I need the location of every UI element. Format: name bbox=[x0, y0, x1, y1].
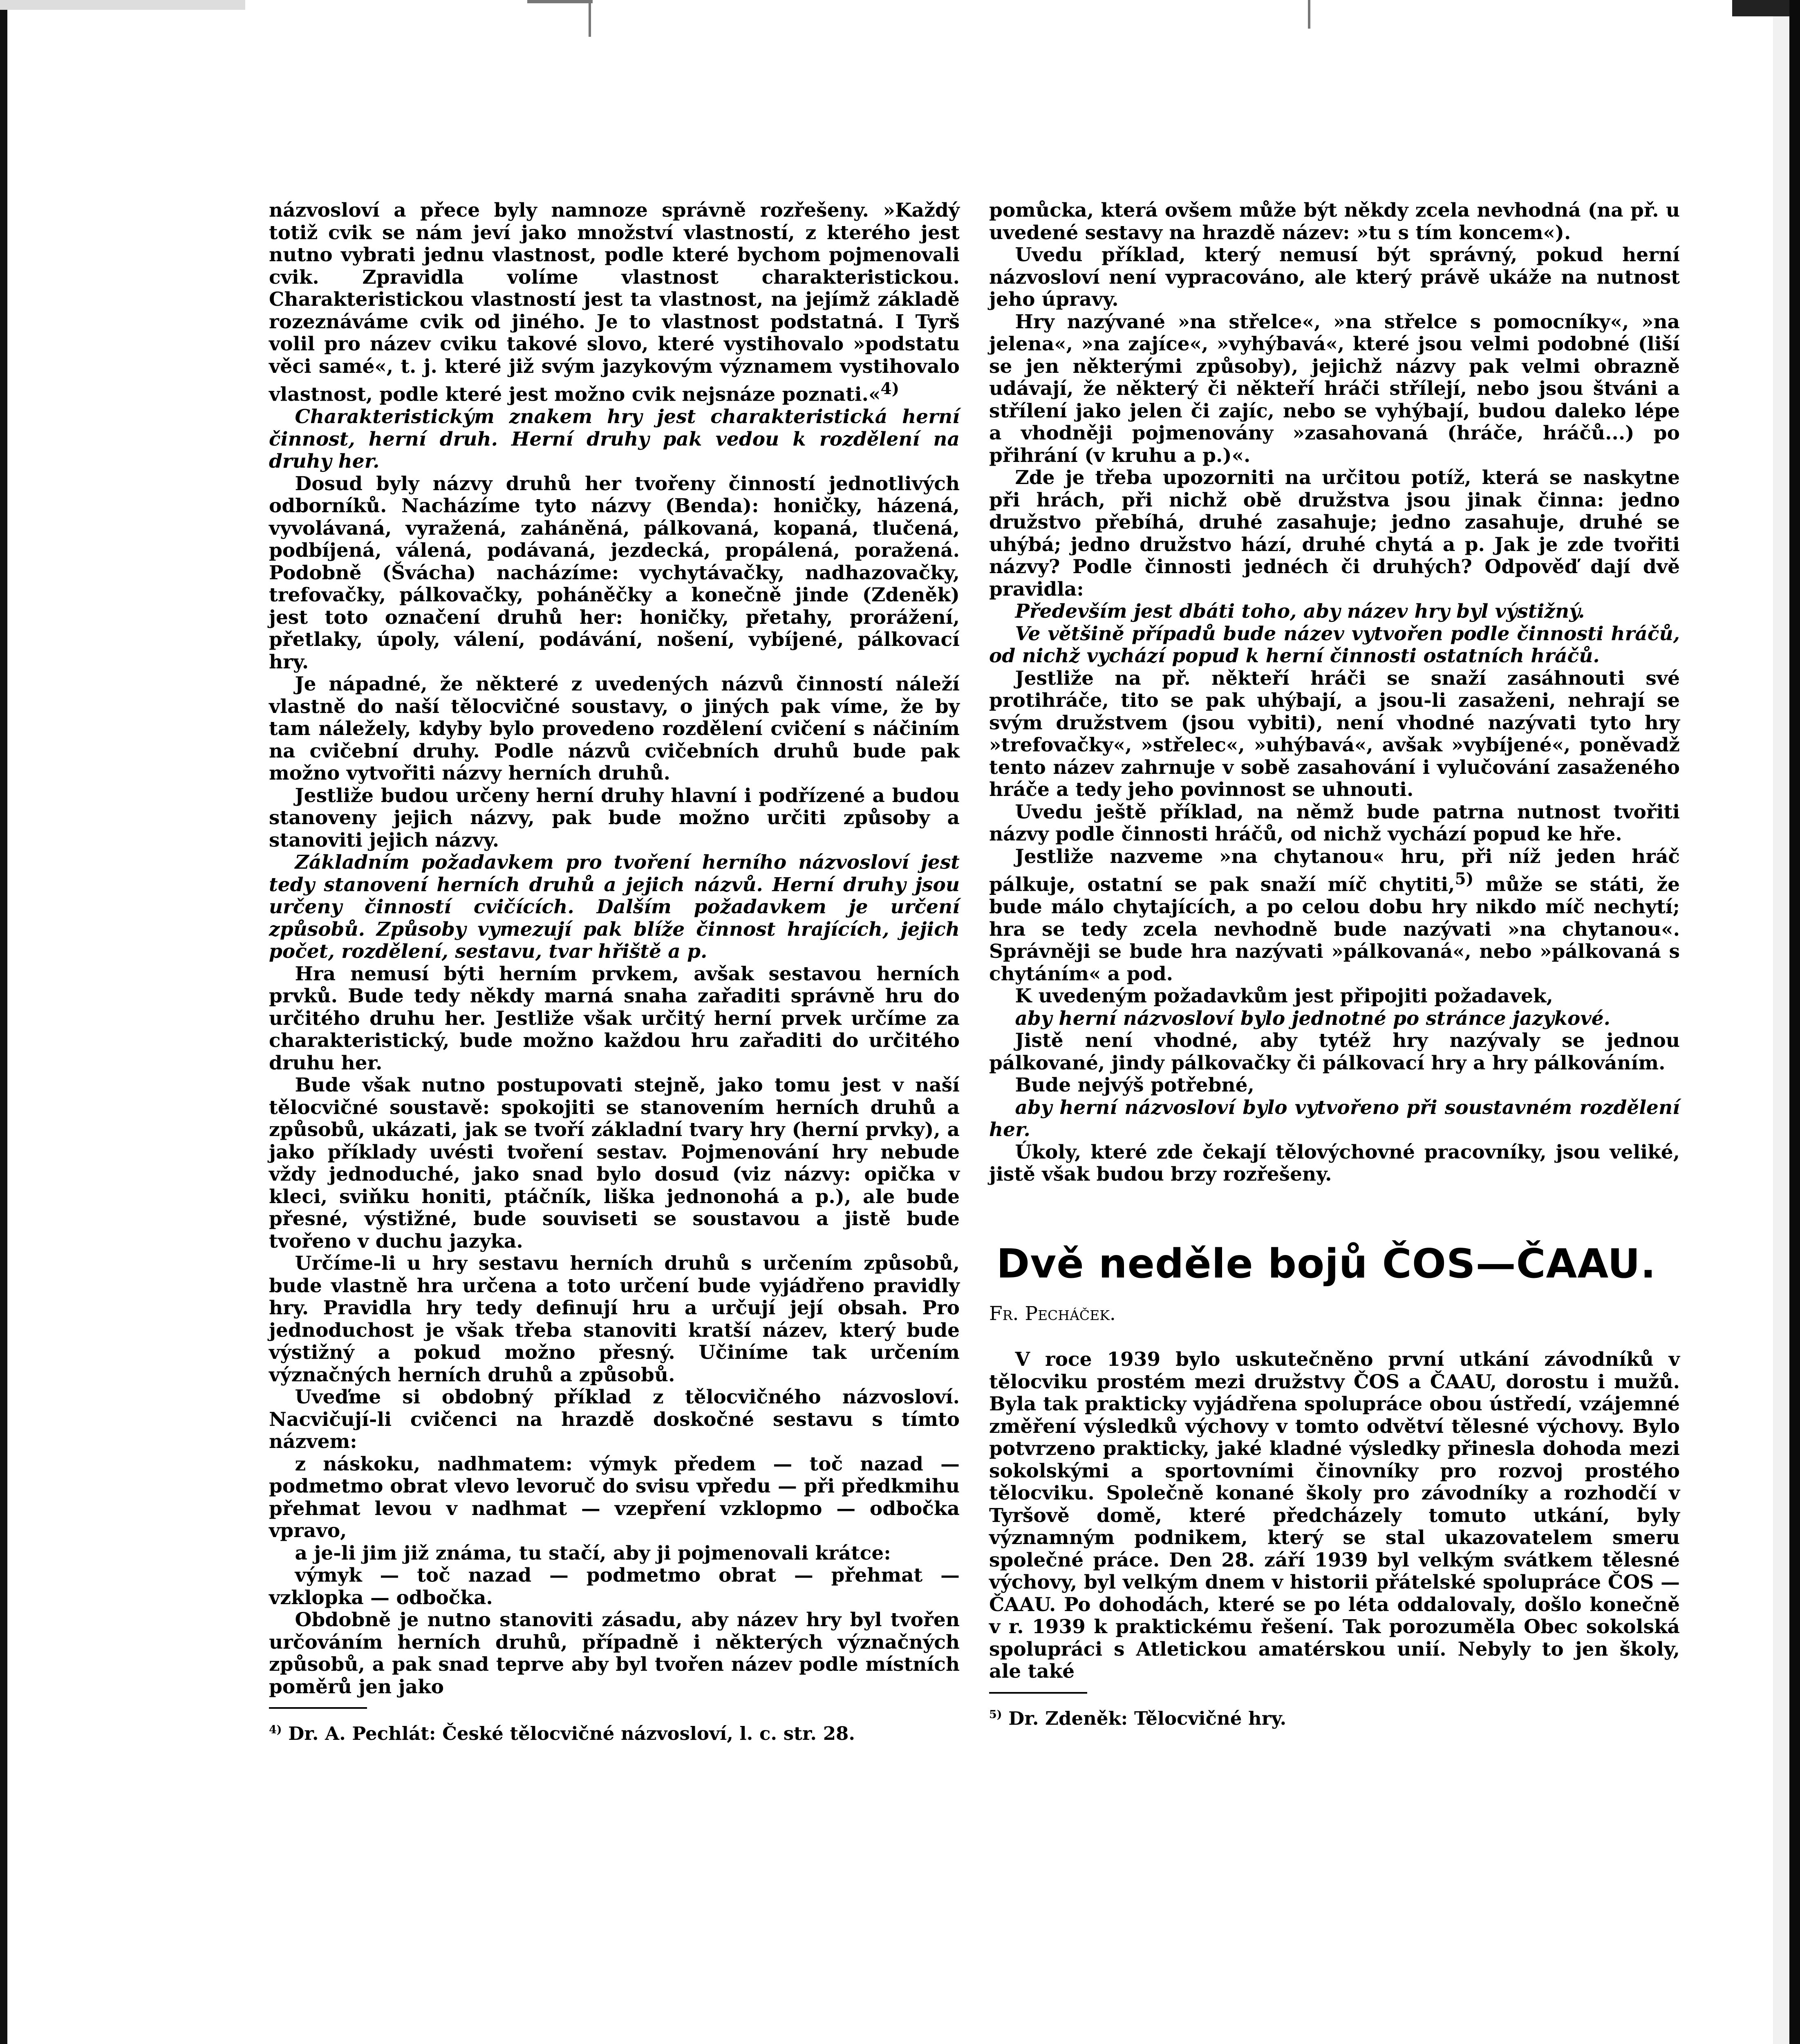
scan-edge-right-shade bbox=[1773, 0, 1789, 2044]
article-author: Fr. Pecháček. bbox=[989, 1302, 1116, 1325]
paragraph: Jistě není vhodné, aby tytéž hry nazývaly se jednou pálkované, jindy pálkovačky či pálkovací hry a hry pálkováním. bbox=[989, 1029, 1680, 1074]
paragraph: V roce 1939 bylo uskutečněno první utkání závodníků v tělocviku prostém mezi družstvy ČOS a ČAAU, dorostu i mužů. Byla tak prakticky vyjádřena spolupráce obou ústředí, vzájemné změření výsledků výchovy v tomto odvětví tělesné výchovy. Bylo potvrzeno prakticky, jaké kladné výsledky přinesla dohoda mezi sokolskými a sportovními činovníky pro rozvoj prostého tělocviku. Společně konané školy pro závodníky a rozhodčí v Tyršově domě, které předcházely tomuto utkání, byly významným podnikem, který se stal ukazovatelem smeru společné práce. Den 28. září 1939 byl velkým svátkem tělesné výchovy, byl velkým dnem v historii přátelské spolupráce ČOS — ČAAU. Po dohodách, které se po léta oddalovaly, došlo konečně v r. 1939 k praktickému řešení. Tak porozuměla Obec sokolská spolupráci s Atletickou amatérskou unií. Nebyly to jen školy, ale také bbox=[989, 1348, 1680, 1683]
scan-edge-top bbox=[0, 0, 245, 10]
paragraph: Uvedu příklad, který nemusí být správný, pokud herní názvosloví není vypracováno, ale který právě ukáže na nutnost jeho úpravy. bbox=[989, 244, 1680, 311]
paragraph: Bude však nutno postupovati stejně, jako tomu jest v naší tělocvičné soustavě: spokojiti se stanovením herních druhů a způsobů, ukázati, jak se tvoří základní tvary hry (herní prvky), a jako příklady uvésti tvoření sestav. Pojmenování hry nebude vždy jednoduché, jako snad bylo dosud (viz názvy: opička v kleci, sviňku honiti, ptáčník, liška jednonohá a p.), ale bude přesné, výstižné, bude souviseti se soustavou a jistě bude tvořeno v duchu jazyka. bbox=[269, 1074, 960, 1253]
scan-corner-top-right bbox=[1732, 0, 1789, 16]
footnote: $^{5)}$ Dr. Zdeněk: Tělocvičné hry. bbox=[989, 1707, 1287, 1729]
paragraph: Charakteristickým znakem hry jest charakteristická herní činnost, herní druh. Herní druhy pak vedou k rozdělení na druhy her. bbox=[269, 406, 960, 473]
paragraph: Úkoly, které zde čekají tělovýchovné pracovníky, jsou veliké, jistě však budou brzy rozřešeny. bbox=[989, 1141, 1680, 1186]
paragraph: Je nápadné, že některé z uvedených názvů činností náleží vlastně do naší tělocvičné soustavy, o jiných pak víme, že by tam náležely, kdyby bylo provedeno rozdělení cvičení s náčiním na cvičební druhy. Podle názvů cvičebních druhů bude pak možno vytvořiti názvy herních druhů. bbox=[269, 673, 960, 785]
paragraph: a je-li jim již známa, tu stačí, aby ji pojmenovali krátce: bbox=[295, 1542, 891, 1564]
paragraph: Základním požadavkem pro tvoření herního názvosloví jest tedy stanovení herních druhů a jejich názvů. Herní druhy jsou určeny činností cvičících. Dalším požadavkem je určení způsobů. Způsoby vymezují pak blíže činnost hrajících, jejich počet, rozdělení, sestavu, tvar hřiště a p. bbox=[269, 851, 960, 963]
right-column bbox=[989, 199, 1680, 1729]
paragraph: Jestliže nazveme »na chytanou« hru, při níž jeden hráč pálkuje, ostatní se pak snaží míč chytiti,$^{5)}$ může se státi, že bude málo chytajících, a po celou dobu hry nikdo míč nechytí; hra se tedy zcela nevhodně bude nazývati »na chytanou«. Správněji se bude hra nazývati »pálkovaná«, nebo »pálkovaná s chytáním« a pod. bbox=[989, 845, 1680, 985]
scan-mark bbox=[589, 0, 591, 37]
paragraph: Jestliže na př. někteří hráči se snaží zasáhnouti své protihráče, tito se pak uhýbají, a jsou-li zasaženi, nehrají se svým družstvem (jsou vybiti), není vhodné nazývati tyto hry »trefovačky«, »střelec«, »uhýbavá«, avšak »vybíjené«, poněvadž tento název zahrnuje v sobě zasahování i vylučování zasaženého hráče a tedy jeho povinnost se uhnouti. bbox=[989, 667, 1680, 801]
paragraph: Obdobně je nutno stanoviti zásadu, aby název hry byl tvořen určováním herních druhů, případně i některých význačných způsobů, a pak snad teprve aby byl tvořen název podle místních poměrů jen jako bbox=[269, 1609, 960, 1698]
scan-mark bbox=[527, 0, 593, 3]
paragraph: z náskoku, nadhmatem: výmyk předem — toč nazad — podmetmo obrat vlevo levoruč do svisu vpředu — při předkmihu přehmat levou v nadhmat — vzepření vzklopmo — odbočka vpravo, bbox=[269, 1452, 960, 1542]
paragraph: Ve většině případů bude název vytvořen podle činnosti hráčů, od nichž vychází popud k herní činnosti ostatních hráčů. bbox=[989, 622, 1680, 667]
scan-edge-right bbox=[1789, 0, 1800, 2044]
paragraph: Bude nejvýš potřebné, bbox=[1015, 1074, 1254, 1097]
paragraph: Jestliže budou určeny herní druhy hlavní i podřízené a budou stanoveny jejich názvy, pak bude možno určiti způsoby a stanoviti jejich názvy. bbox=[269, 784, 960, 852]
footnote-divider bbox=[269, 1707, 367, 1709]
paragraph: Dosud byly názvy druhů her tvořeny činností jednotlivých odborníků. Nacházíme tyto názvy (Benda): honičky, házená, vyvolávaná, vyražená, zaháněná, pálkovaná, kopaná, tlučená, podbíjená, válená, podávaná, jezdecká, propálená, poražená. Podobně (Švácha) nacházíme: vychytávačky, nadhazovačky, trefovačky, pálkovačky, poháněčky a konečně jinde (Zdeněk) jest toto označení druhů her: honičky, přetahy, prorážení, přetlaky, úpoly, válení, podávání, nošení, vybíjené, pálkovací hry. bbox=[269, 472, 960, 673]
scan-edge-left bbox=[0, 0, 7, 2044]
paragraph: Uvedu ještě příklad, na němž bude patrna nutnost tvořiti názvy podle činnosti hráčů, od nichž vychází popud ke hře. bbox=[989, 800, 1680, 845]
paragraph: K uvedeným požadavkům jest připojiti požadavek, bbox=[1015, 985, 1553, 1008]
footnote: $^{4)}$ Dr. A. Pechlát: České tělocvičné názvosloví, l. c. str. 28. bbox=[269, 1723, 855, 1745]
paragraph: Zde je třeba upozorniti na určitou potíž, která se naskytne při hrách, při nichž obě družstva jsou jinak činna: jedno družstvo přebíhá, druhé zasahuje; jedno zasahuje, druhé se uhýbá; jedno družstvo hází, druhé chytá a p. Jak je zde tvořiti názvy? Podle činnosti jednéch či druhých? Odpověď dají dvě pravidla: bbox=[989, 466, 1680, 601]
left-column bbox=[269, 199, 960, 1744]
scan-mark bbox=[1308, 0, 1310, 29]
paragraph: Určíme-li u hry sestavu herních druhů s určením způsobů, bude vlastně hra určena a toto určení bude vyjádřeno pravidly hry. Pravidla hry tedy definují hru a určují její obsah. Pro jednoduchost je však třeba stanoviti kratší název, který bude výstižný a pokud možno přesný. Učiníme tak určením význačných herních druhů a způsobů. bbox=[269, 1252, 960, 1386]
paragraph: Uveďme si obdobný příklad z tělocvičného názvosloví. Nacvičují-li cvičenci na hrazdě doskočné sestavu s tímto názvem: bbox=[269, 1386, 960, 1453]
footnote-divider bbox=[989, 1692, 1087, 1694]
article-title: Dvě neděle bojů ČOS—ČAAU. bbox=[996, 1240, 1657, 1287]
paragraph: Hry nazývané »na střelce«, »na střelce s pomocníky«, »na jelena«, »na zajíce«, »vyhýbavá«, které jsou velmi podobné (liší se jen některými způsoby), jejichž názvy pak velmi obrazně udávají, že některý či někteří hráči střílejí, nebo jsou štváni a střílení jako jelen či zajíc, nebo se vyhýbají, budou daleko lépe a vhodněji pojmenovány »zasahovaná (hráče, hráčů...) po přihrání (v kruhu a p.)«. bbox=[989, 310, 1680, 467]
paragraph: Především jest dbáti toho, aby název hry byl výstižný. bbox=[1015, 600, 1585, 623]
paragraph: názvosloví a přece byly namnoze správně rozřešeny. »Každý totiž cvik se nám jeví jako množství vlastností, z kterého jest nutno vybrati jednu vlastnost, podle které bychom pojmenovali cvik. Zpravidla volíme vlastnost charakteristickou. Charakteristickou vlastností jest ta vlastnost, na jejímž základě rozeznáváme cvik od jiného. Je to vlastnost podstatná. I Tyrš volil pro název cviku takové slovo, které vystihovalo »podstatu věci samé«, t. j. které již svým jazykovým významem vystihovalo vlastnost, podle které jest možno cvik nejsnáze poznati.«$^{4)}$ bbox=[269, 199, 960, 406]
paragraph: aby herní názvosloví bylo jednotné po stránce jazykové. bbox=[1015, 1007, 1610, 1030]
paragraph: výmyk — toč nazad — podmetmo obrat — přehmat — vzklopka — odbočka. bbox=[269, 1564, 960, 1609]
paragraph: pomůcka, která ovšem může být někdy zcela nevhodná (na př. u uvedené sestavy na hrazdě název: »tu s tím koncem«). bbox=[989, 199, 1680, 244]
paragraph: aby herní názvosloví bylo vytvořeno při soustavném rozdělení her. bbox=[989, 1096, 1680, 1141]
paragraph: Hra nemusí býti herním prvkem, avšak sestavou herních prvků. Bude tedy někdy marná snaha zařaditi správně hru do určitého druhu her. Jestliže však určitý herní prvek určíme za charakteristický, bude možno každou hru zařaditi do určitého druhu her. bbox=[269, 962, 960, 1074]
